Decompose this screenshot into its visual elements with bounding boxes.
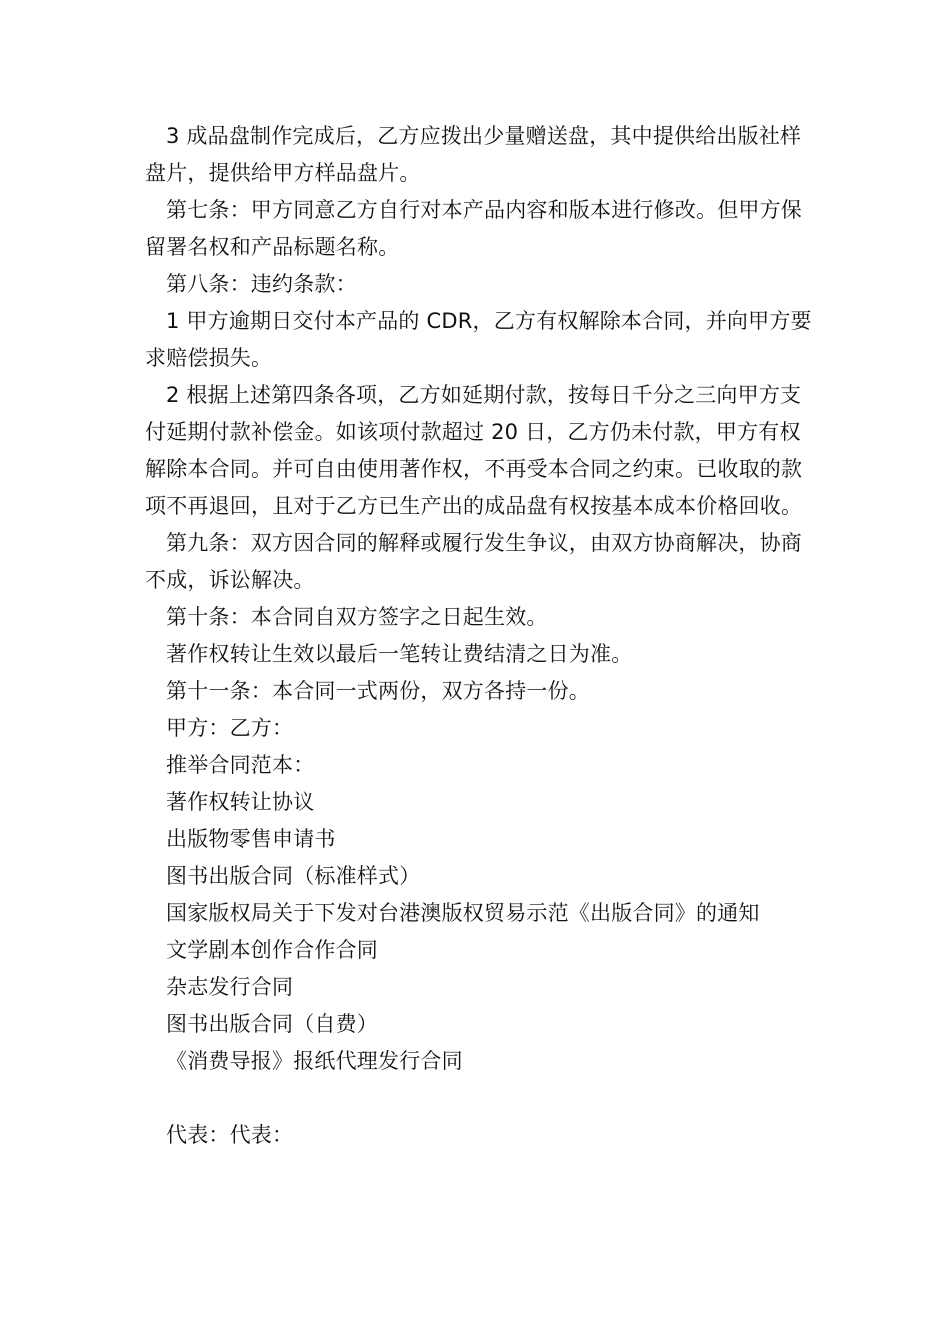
clause-3-sample-discs: 3 成品盘制作完成后，乙方应拨出少量赠送盘，其中提供给出版社样盘片，提供给甲方样品盘片。 (145, 124, 802, 185)
recommended-link-6[interactable]: 杂志发行合同 (166, 975, 294, 999)
recommended-link-7[interactable]: 图书出版合同（自费） (166, 1012, 378, 1036)
recommended-link-2[interactable]: 出版物零售申请书 (166, 827, 336, 851)
article-11: 第十一条：本合同一式两份，双方各持一份。 (166, 679, 590, 703)
article-10: 第十条：本合同自双方签字之日起生效。 (166, 605, 548, 629)
article-7: 第七条：甲方同意乙方自行对本产品内容和版本进行修改。但甲方保留署名权和产品标题名称。 (145, 198, 802, 259)
recommended-link-3[interactable]: 图书出版合同（标准样式） (166, 864, 421, 888)
recommended-link-1[interactable]: 著作权转让协议 (166, 790, 315, 814)
blank-line (145, 1080, 813, 1117)
copyright-effective-note: 著作权转让生效以最后一笔转让费结清之日为准。 (166, 642, 633, 666)
representative-line: 代表：代表： (166, 1123, 294, 1147)
party-signature-line: 甲方：乙方： (166, 716, 294, 740)
recommended-link-5[interactable]: 文学剧本创作合作合同 (166, 938, 378, 962)
document-body (145, 118, 813, 1154)
article-9: 第九条：双方因合同的解释或履行发生争议，由双方协商解决，协商不成，诉讼解决。 (145, 531, 802, 592)
recommend-heading: 推举合同范本： (166, 753, 315, 777)
recommended-link-4[interactable]: 国家版权局关于下发对台港澳版权贸易示范《出版合同》的通知 (166, 901, 760, 925)
recommended-link-8[interactable]: 《消费导报》报纸代理发行合同 (166, 1049, 463, 1073)
article-8-heading: 第八条：违约条款： (166, 272, 357, 296)
article-8-item-1: 1 甲方逾期日交付本产品的 CDR，乙方有权解除本合同，并向甲方要求赔偿损失。 (145, 309, 812, 370)
article-8-item-2: 2 根据上述第四条各项，乙方如延期付款，按每日千分之三向甲方支付延期付款补偿金。如该项付款超过 20 日，乙方仍未付款，甲方有权解除本合同。并可自由使用著作权，不再受本合同之约束。已收取的款项不再退回，且对于乙方已生产出的成品盘有权按基本成本价格回收。 (145, 383, 803, 518)
